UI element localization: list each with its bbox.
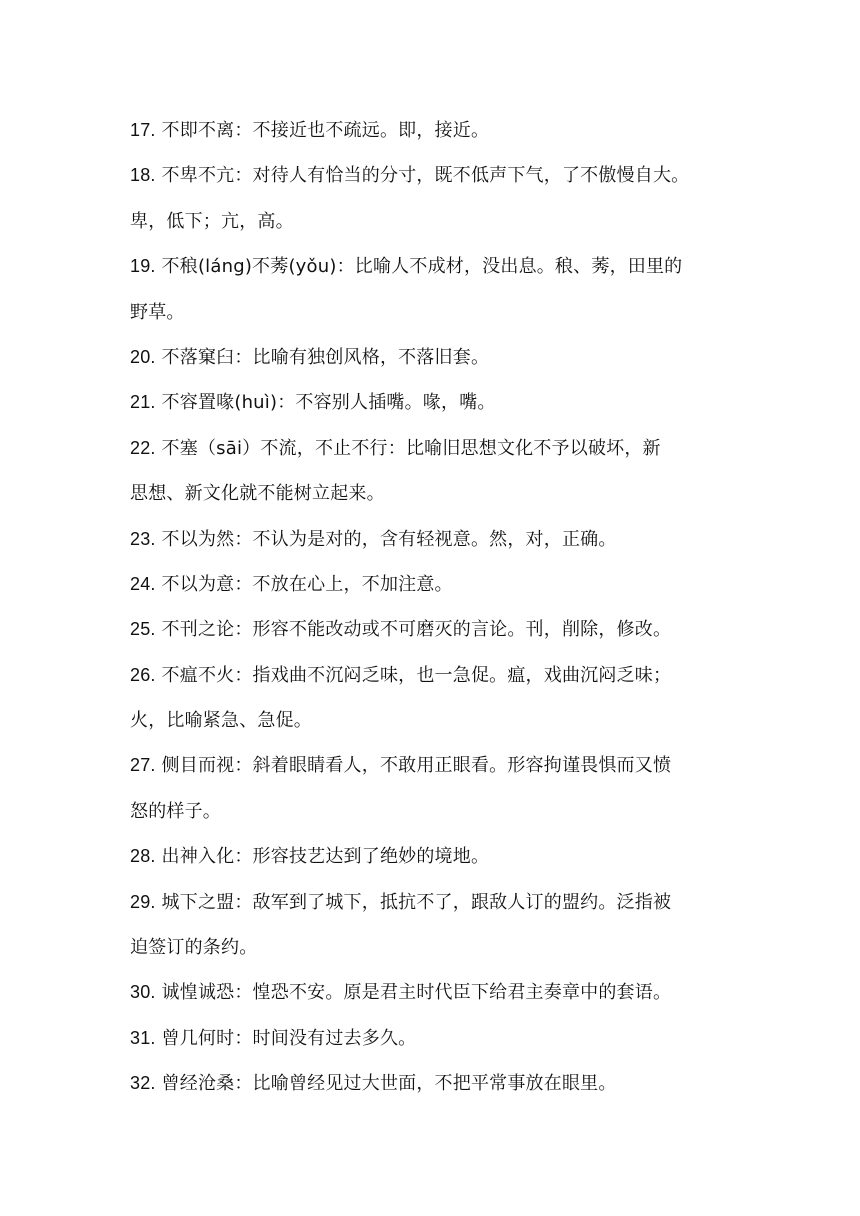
item-number: 25. bbox=[130, 619, 156, 640]
item-number: 17. bbox=[130, 120, 156, 140]
item-number: 32. bbox=[130, 1073, 156, 1094]
list-item bbox=[130, 426, 740, 471]
list-item bbox=[130, 653, 740, 698]
item-text: 不即不离：不接近也不疏远。即，接近。 bbox=[161, 120, 490, 141]
item-number: 31. bbox=[130, 1027, 156, 1048]
item-text: 卑，低下；亢，高。 bbox=[130, 210, 294, 232]
item-number: 24. bbox=[130, 573, 156, 594]
list-item bbox=[130, 380, 740, 425]
list-item bbox=[130, 562, 740, 607]
item-text: 不稂(láng)不莠(yǒu)：比喻人不成材，没出息。稂、莠，田里的 bbox=[161, 256, 683, 278]
item-text: 不塞（sāi）不流，不止不行：比喻旧思想文化不予以破坏，新 bbox=[161, 437, 661, 459]
item-number: 23. bbox=[130, 528, 156, 549]
item-text: 不落窠臼：比喻有独创风格，不落旧套。 bbox=[161, 346, 490, 368]
item-number: 18. bbox=[130, 165, 156, 186]
item-text: 曾几何时：时间没有过去多久。 bbox=[161, 1027, 417, 1049]
list-item-continuation bbox=[130, 471, 740, 516]
list-item bbox=[130, 607, 740, 652]
idiom-list bbox=[130, 108, 740, 1107]
list-item bbox=[130, 880, 740, 925]
list-item bbox=[130, 108, 740, 153]
item-number: 30. bbox=[130, 982, 156, 1003]
item-text: 不刊之论：形容不能改动或不可磨灭的言论。刊，削除，修改。 bbox=[161, 619, 672, 641]
item-text: 诚惶诚恐：惶恐不安。原是君主时代臣下给君主奏章中的套语。 bbox=[161, 982, 672, 1004]
list-item-continuation bbox=[130, 290, 740, 335]
item-number: 29. bbox=[130, 891, 156, 912]
item-text: 不以为意：不放在心上，不加注意。 bbox=[161, 573, 453, 595]
item-text: 出神入化：形容技艺达到了绝妙的境地。 bbox=[161, 846, 490, 868]
item-number: 28. bbox=[130, 846, 156, 867]
item-text: 火，比喻紧急、急促。 bbox=[130, 710, 312, 732]
list-item bbox=[130, 153, 740, 198]
item-text: 不卑不亢：对待人有恰当的分寸，既不低声下气，了不傲慢自大。 bbox=[161, 165, 690, 187]
item-number: 27. bbox=[130, 755, 156, 776]
list-item bbox=[130, 335, 740, 380]
item-number: 19. bbox=[130, 256, 156, 277]
item-number: 21. bbox=[130, 392, 156, 413]
list-item bbox=[130, 834, 740, 879]
item-text: 怒的样子。 bbox=[130, 800, 221, 822]
item-text: 不以为然：不认为是对的，含有轻视意。然，对，正确。 bbox=[161, 528, 617, 550]
item-text: 城下之盟：敌军到了城下，抵抗不了，跟敌人订的盟约。泛指被 bbox=[161, 891, 672, 913]
item-number: 22. bbox=[130, 437, 156, 458]
list-item bbox=[130, 970, 740, 1015]
item-text: 迫签订的条约。 bbox=[130, 937, 258, 959]
list-item-continuation bbox=[130, 925, 740, 970]
item-number: 20. bbox=[130, 346, 156, 367]
list-item-continuation bbox=[130, 199, 740, 244]
list-item-continuation bbox=[130, 789, 740, 834]
list-item-continuation bbox=[130, 698, 740, 743]
item-text: 曾经沧桑：比喻曾经见过大世面，不把平常事放在眼里。 bbox=[161, 1073, 617, 1095]
list-item bbox=[130, 517, 740, 562]
item-text: 思想、新文化就不能树立起来。 bbox=[130, 483, 385, 505]
list-item bbox=[130, 1061, 740, 1106]
item-text: 不瘟不火：指戏曲不沉闷乏味，也一急促。瘟，戏曲沉闷乏味； bbox=[161, 664, 672, 686]
list-item bbox=[130, 244, 740, 289]
item-number: 26. bbox=[130, 664, 156, 685]
item-text: 侧目而视：斜着眼睛看人，不敢用正眼看。形容拘谨畏惧而又愤 bbox=[161, 755, 672, 777]
list-item bbox=[130, 743, 740, 788]
item-text: 野草。 bbox=[130, 301, 185, 323]
list-item bbox=[130, 1016, 740, 1061]
item-text: 不容置喙(huì)：不容别人插嘴。喙，嘴。 bbox=[161, 392, 496, 414]
